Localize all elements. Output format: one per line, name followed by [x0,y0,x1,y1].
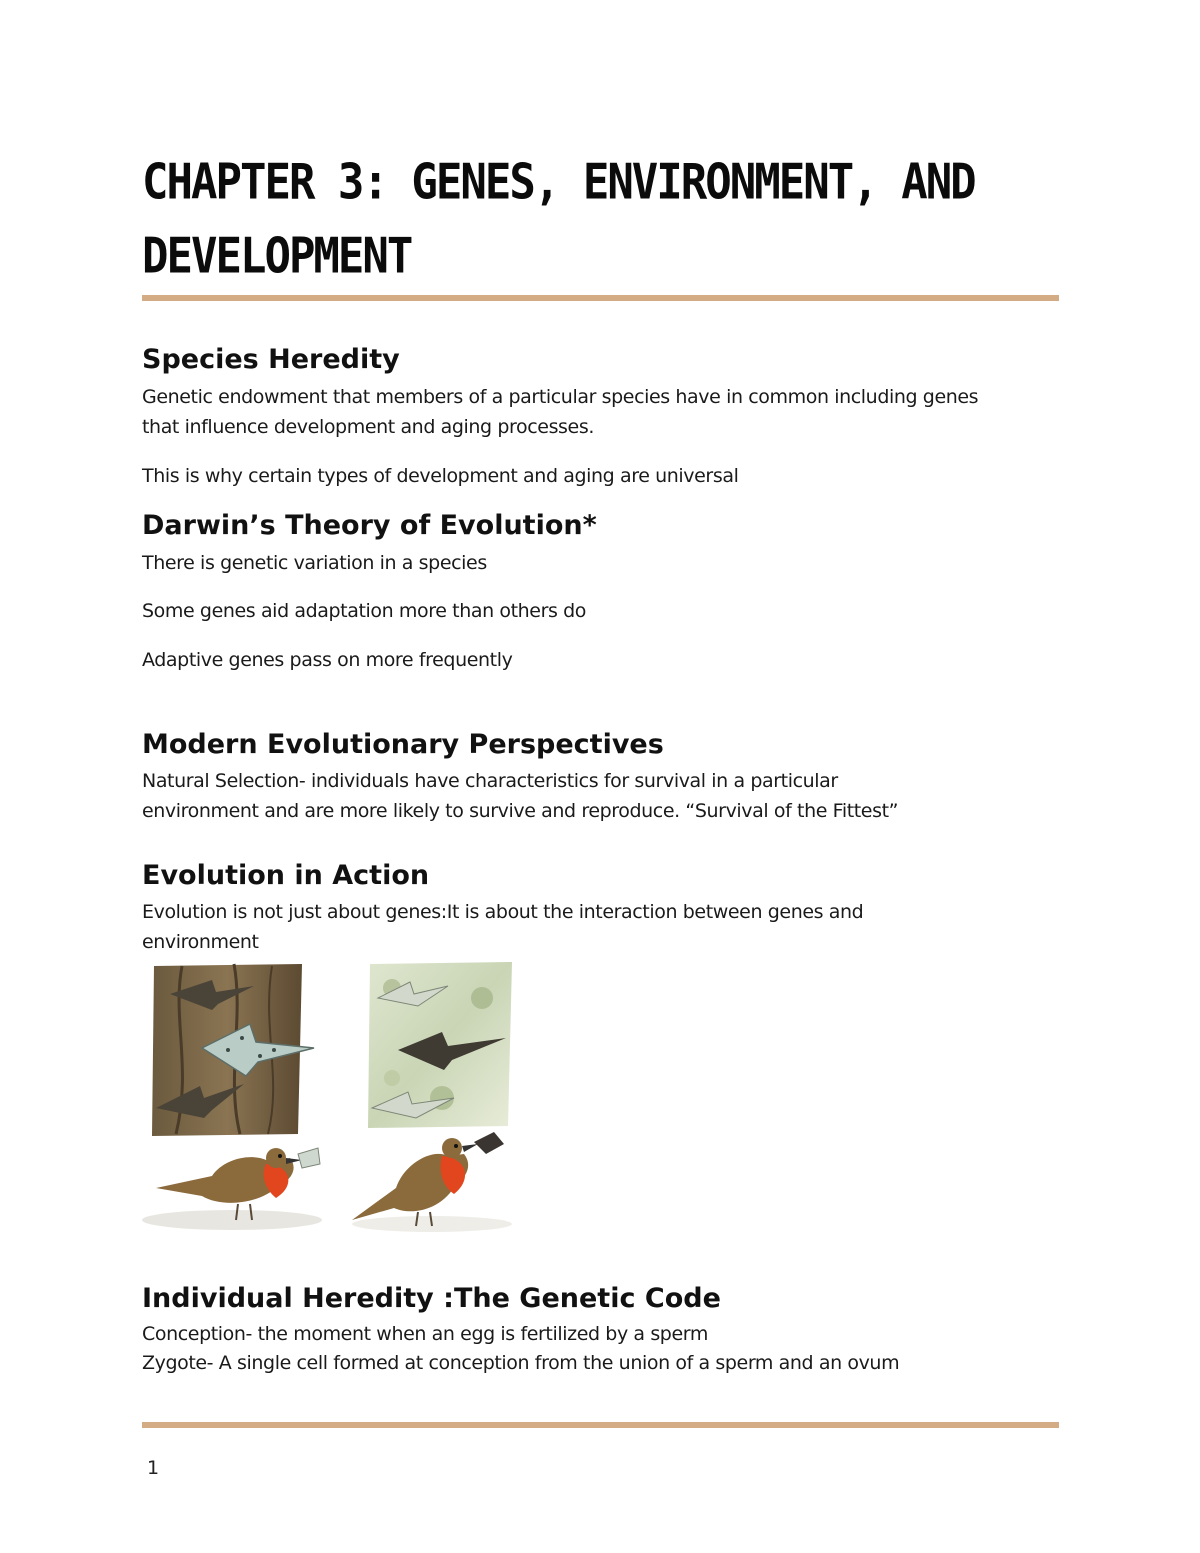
modern-text-1: Natural Selection- individuals have characteristics for survival in a particular [142,770,838,792]
robin-left [156,1148,320,1220]
modern-text-2: environment and are more likely to survive and reproduce. “Survival of the Fittest” [142,800,899,822]
peppered-moth-illustration-icon [142,958,530,1236]
heading-modern-perspectives: Modern Evolutionary Perspectives [142,729,664,760]
title-divider [142,295,1059,301]
heading-species-heredity: Species Heredity [142,344,400,375]
species-heredity-text-1: Genetic endowment that members of a particular species have in common including genes [142,386,979,408]
page-number: 1 [147,1457,160,1479]
chapter-title: CHAPTER 3: GENES, ENVIRONMENT, AND DEVELOPMENT [142,153,975,285]
darwin-text-2: Some genes aid adaptation more than others do [142,600,587,622]
heading-evolution-in-action: Evolution in Action [142,860,430,891]
footer-divider [142,1422,1059,1428]
species-heredity-text-2: that influence development and aging processes. [142,416,594,438]
action-text-2: environment [142,931,259,953]
heading-individual-heredity: Individual Heredity :The Genetic Code [142,1283,721,1314]
darwin-text-3: Adaptive genes pass on more frequently [142,649,513,671]
individual-text-2: Zygote- A single cell formed at conception from the union of a sperm and an ovum [142,1352,900,1374]
robin-right [352,1132,504,1226]
darwin-text-1: There is genetic variation in a species [142,552,487,574]
individual-text-1: Conception- the moment when an egg is fertilized by a sperm [142,1323,708,1345]
species-heredity-text-3: This is why certain types of development and aging are universal [142,465,739,487]
ground-shadow-left [142,1210,322,1230]
heading-darwin-theory: Darwin’s Theory of Evolution* [142,510,597,541]
action-text-1: Evolution is not just about genes:It is about the interaction between genes and [142,901,864,923]
